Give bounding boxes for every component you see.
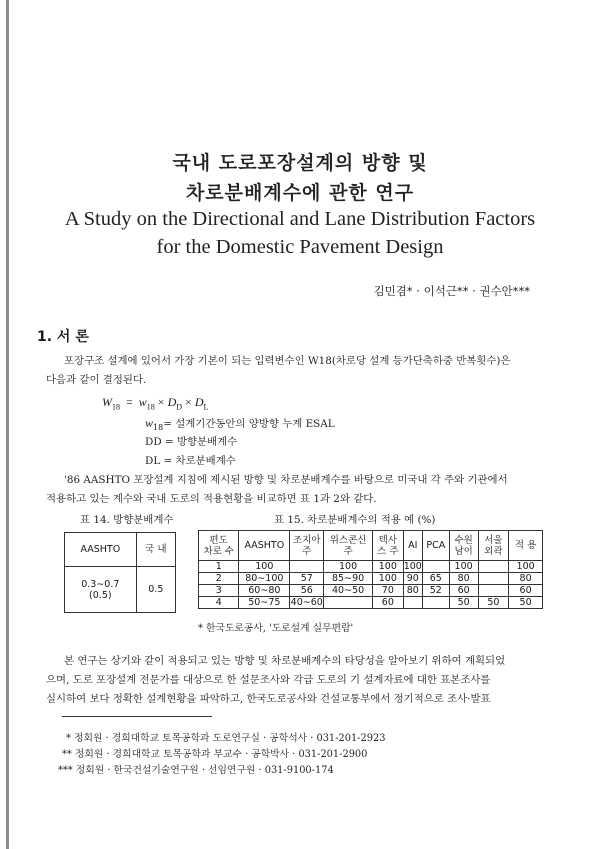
- table15-cell: 52: [422, 585, 449, 597]
- table15-row: [199, 561, 543, 573]
- table15-cell: 40∼60: [290, 597, 323, 608]
- table15-cell: 100: [449, 561, 478, 573]
- table15-cell: 60: [372, 597, 403, 609]
- intro-line-2: 다음과 같이 결정된다.: [46, 374, 147, 386]
- equation-def-dl: DL = 차로분배계수: [145, 455, 236, 467]
- para3-line-1: 본 연구는 상기와 같이 적용되고 있는 방향 및 차로분배계수의 타당성을 알아보기 위하여 계획되었: [64, 655, 506, 667]
- table15-cell: [324, 597, 373, 609]
- equation-main: $W_{18} = w_{18} \times D_D \times D_L$: [102, 395, 209, 412]
- table15-cell: 3: [199, 585, 239, 597]
- table15-cell: 100: [509, 561, 543, 573]
- table15-cell: 100: [324, 561, 373, 573]
- table15-source-note: * 한국도로공사, '도로설계 실무편람': [198, 623, 354, 634]
- table15-cell: 80∼100: [239, 573, 290, 585]
- table15-cell: 80: [509, 573, 543, 585]
- table15-cell: 60∼80: [239, 585, 290, 597]
- table15-row: [199, 597, 543, 609]
- table15-cell: 2: [199, 573, 239, 585]
- table15-cell: [478, 561, 509, 573]
- table15-cell: 65: [422, 573, 449, 585]
- footnote-rule: [62, 716, 212, 717]
- table15-cell: 100: [372, 573, 403, 585]
- table15-cell: [478, 585, 509, 597]
- equation-def-w18: $w_{18}=$ 설계기간동안의 양방향 누계 ESAL: [145, 416, 335, 433]
- para3-line-3: 실시하여 보다 정확한 설계현황을 파악하고, 한국도로공사와 건설교통부에서 정기적으로 조사·발표: [46, 693, 491, 705]
- table15-cell: 50: [478, 597, 509, 609]
- table15-cell: 40∼50: [324, 585, 373, 597]
- table15-header: 서울 외곽: [478, 531, 509, 561]
- title-korean-line-1: 국내 도로포장설계의 방향 및: [172, 152, 428, 174]
- table15-header: 텍사 스 주: [372, 531, 403, 561]
- table15-cell: 70: [372, 585, 403, 597]
- para2-line-1: '86 AASHTO 포장설계 지침에 제시된 방향 및 차로분배계수를 바탕으로 미국내 각 주와 기관에서: [64, 474, 508, 486]
- footnote-3: *** 정회원 · 한국건설기술연구원 · 선임연구원 · 031-9100-174: [58, 765, 334, 776]
- table15-cell: 85∼90: [324, 573, 373, 585]
- table15-header: 수원 남이: [449, 531, 478, 561]
- table15-cell: 50∼75: [239, 597, 290, 609]
- table14-cell: 0.5: [136, 567, 175, 613]
- table15: [198, 530, 543, 609]
- table15-cell: [403, 597, 422, 609]
- table15-cell: 1: [199, 561, 239, 573]
- left-scan-border: [6, 0, 9, 849]
- table15-header: AI: [403, 531, 422, 561]
- para3-line-2: 으며, 도로 포장설계 전문가를 대상으로 한 설문조사와 각급 도로의 기 설계자료에 대한 표본조사를: [46, 674, 491, 686]
- title-korean-line-2: 차로분배계수에 관한 연구: [185, 182, 415, 204]
- table15-header: 위스콘신 주: [324, 531, 373, 561]
- table15-cell: 56: [290, 585, 324, 597]
- table15-cell: 90: [403, 573, 422, 585]
- para2-line-2: 적용하고 있는 계수와 국내 도로의 적용현황을 비교하면 표 1과 2와 같다.: [46, 493, 377, 505]
- table15-cell: 100: [239, 561, 290, 573]
- table15-cell: [422, 597, 449, 609]
- title-english-line-2: for the Domestic Pavement Design: [156, 236, 444, 258]
- table15-cell: 60: [509, 585, 543, 597]
- table15-caption: 표 15. 차로분배계수의 적용 예 (%): [274, 514, 436, 526]
- table15-cell: [290, 561, 324, 573]
- table15-cell: 80: [449, 573, 478, 585]
- table14: [64, 532, 176, 613]
- footnote-2: ** 정회원 · 경희대학교 토목공학과 부교수 · 공학박사 · 031-201-2900: [62, 749, 368, 760]
- table15-cell: 60: [449, 585, 478, 597]
- section-heading: 1. 서 론: [37, 329, 89, 345]
- intro-line-1: 포장구조 설계에 있어서 가장 기본이 되는 입력변수인 W18(차로당 설계 등가단축하중 반복횟수)은: [64, 355, 511, 367]
- title-english-line-1: A Study on the Directional and Lane Distribution Factors: [64, 208, 536, 230]
- table15-cell: 57: [290, 573, 324, 585]
- table14-header: AASHTO: [65, 533, 137, 567]
- table15-header: 편도 차로 수: [199, 531, 239, 561]
- footnote-1: * 정회원 · 경희대학교 토목공학과 도로연구실 · 공학석사 · 031-201-2923: [66, 733, 386, 744]
- table15-cell: 4: [199, 597, 239, 609]
- table14-cell: 0.3∼0.7 (0.5): [65, 567, 137, 613]
- table15-cell: [478, 573, 509, 585]
- table15-header: AASHTO: [239, 531, 290, 561]
- table15-header: PCA: [422, 531, 449, 561]
- table14-header: 국 내: [136, 533, 175, 567]
- table15-header: 조지아 주: [290, 531, 324, 561]
- table15-cell: 50: [449, 597, 478, 609]
- table15-cell: 100: [372, 561, 403, 573]
- table15-cell: 80: [403, 585, 422, 597]
- authors: 김민겸* · 이석근** · 권수안***: [373, 284, 530, 298]
- table15-row: [199, 585, 543, 597]
- table15-cell: 50: [509, 597, 543, 609]
- table15-row: [199, 573, 543, 585]
- table14-caption: 표 14. 방향분배계수: [80, 514, 174, 526]
- equation-def-dd: DD = 방향분배계수: [145, 436, 238, 448]
- table15-cell: [422, 561, 449, 573]
- table15-header: 적 용: [509, 531, 543, 561]
- table15-cell: 100: [403, 561, 422, 572]
